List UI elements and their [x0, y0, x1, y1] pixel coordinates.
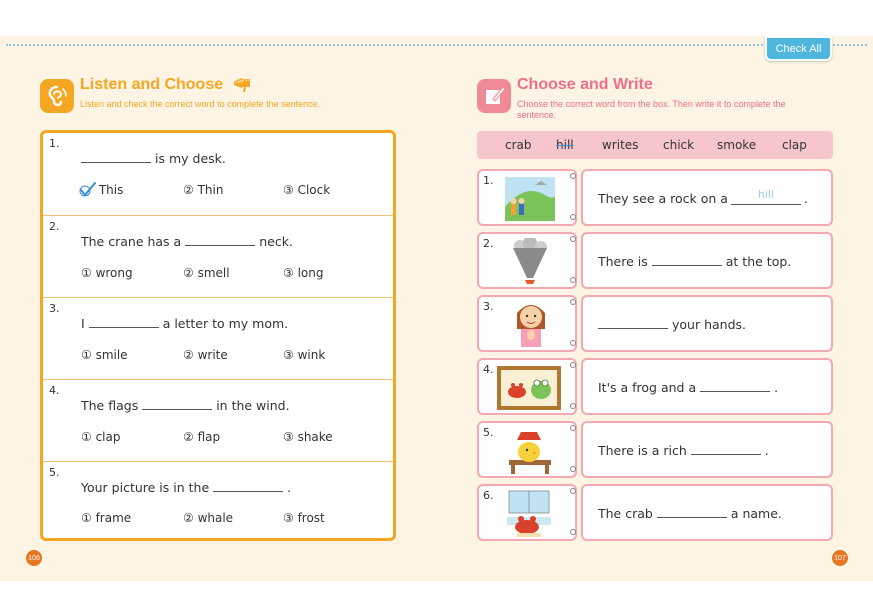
picture-card: [477, 421, 577, 478]
binder-ring-icon: [570, 466, 576, 472]
question-row: [43, 461, 393, 541]
sentence-text: a name.: [730, 506, 782, 521]
question-sentence: [81, 151, 226, 166]
option-1[interactable]: ① frame: [81, 511, 132, 525]
binder-ring-icon: [570, 214, 576, 220]
boy-and-girl-on-hill-image: [505, 177, 555, 225]
frog-and-crab-picture-image: [497, 366, 561, 414]
sentence-text: The flags: [81, 398, 139, 413]
question-number: 2.: [49, 220, 60, 233]
option-2[interactable]: ② Thin: [183, 183, 224, 197]
question-number: 5.: [49, 466, 60, 479]
binder-ring-icon: [570, 362, 576, 368]
question-sentence: [81, 398, 290, 413]
option-2[interactable]: ② smell: [183, 266, 230, 280]
option-3[interactable]: ③ Clock: [283, 183, 331, 197]
option-1[interactable]: ① clap: [81, 430, 121, 444]
binder-ring-icon: [570, 529, 576, 535]
sentence-text: at the top.: [725, 254, 792, 269]
page-number-left: 106: [26, 550, 42, 566]
pencil-paper-icon: [477, 79, 511, 113]
sentence-card: [581, 484, 833, 541]
question-sentence: [81, 234, 293, 249]
option-3[interactable]: ③ long: [283, 266, 324, 280]
word-writes: writes: [602, 138, 639, 152]
section-title-write: Choose and Write: [517, 76, 653, 93]
binder-ring-icon: [570, 425, 576, 431]
sentence-text: There is: [598, 254, 648, 269]
word-crab: crab: [505, 138, 532, 152]
sentence-text: neck.: [259, 234, 293, 249]
sentence-text: .: [764, 443, 769, 458]
track-badge-icon[interactable]: [232, 75, 254, 93]
section-subtitle-listen: Listen and check the correct word to complete the sentence.: [80, 99, 321, 109]
answer-blank[interactable]: [213, 480, 283, 492]
binder-ring-icon: [570, 488, 576, 494]
option-2[interactable]: ② flap: [183, 430, 221, 444]
answer-blank[interactable]: [598, 317, 668, 329]
crab-writing-image: [503, 489, 555, 543]
option-3[interactable]: ③ shake: [283, 430, 333, 444]
check-all-button[interactable]: Check All: [765, 36, 832, 61]
option-2[interactable]: ② whale: [183, 511, 234, 525]
sentence-text: Your picture is in the: [81, 480, 210, 495]
section-subtitle-write: Choose the correct word from the box. Then write it to complete the sentence.: [517, 99, 786, 120]
picture-card: [477, 484, 577, 541]
ear-icon: [40, 79, 74, 113]
question-row: [43, 133, 393, 215]
sentence-text: .: [774, 380, 779, 395]
binder-ring-icon: [570, 340, 576, 346]
question-number: 4.: [49, 384, 60, 397]
answer-blank[interactable]: [657, 506, 727, 518]
page-number-right: 107: [832, 550, 848, 566]
binder-ring-icon: [570, 277, 576, 283]
sentence-text: There is a rich: [598, 443, 687, 458]
sentence-card: [581, 232, 833, 289]
sentence: [598, 188, 808, 206]
sentence: [598, 443, 769, 458]
sentence-card: [581, 295, 833, 352]
sentence-text: The crane has a: [81, 234, 182, 249]
sentence: [598, 317, 746, 332]
sentence-text: The crab: [598, 506, 653, 521]
written-answer: hill: [757, 188, 774, 201]
sentence-text: in the wind.: [216, 398, 290, 413]
answer-blank[interactable]: [81, 151, 151, 163]
checkmark-icon: [81, 185, 95, 197]
sentence-text: is my desk.: [155, 151, 226, 166]
sentence-text: a letter to my mom.: [162, 316, 289, 331]
sentence-card: [581, 358, 833, 415]
picture-card: [477, 358, 577, 415]
binder-ring-icon: [570, 236, 576, 242]
item-number: 3.: [483, 300, 494, 313]
question-number: 1.: [49, 137, 60, 150]
question-row: [43, 297, 393, 379]
smoking-volcano-image: [505, 238, 555, 290]
chick-on-bench-image: [505, 426, 555, 480]
sentence-card: [581, 421, 833, 478]
answer-blank[interactable]: [89, 316, 159, 328]
option-3[interactable]: ③ wink: [283, 348, 326, 362]
sentence: [598, 254, 791, 269]
sentence-text: .: [803, 191, 808, 206]
section-title-listen: Listen and Choose: [80, 76, 224, 93]
item-number: 4.: [483, 363, 494, 376]
girl-clapping-image: [509, 299, 553, 353]
track-label: Track 41: [233, 76, 250, 85]
answer-blank[interactable]: [691, 443, 761, 455]
option-1[interactable]: [81, 183, 123, 197]
question-sentence: [81, 316, 288, 331]
picture-card: [477, 232, 577, 289]
listen-choose-panel: [40, 130, 396, 541]
answer-blank[interactable]: [700, 380, 770, 392]
binder-ring-icon: [570, 403, 576, 409]
item-number: 2.: [483, 237, 494, 250]
answer-blank[interactable]: [142, 398, 212, 410]
sentence-text: It's a frog and a: [598, 380, 697, 395]
answer-blank[interactable]: [652, 254, 722, 266]
sentence-text: I: [81, 316, 85, 331]
option-1[interactable]: ① smile: [81, 348, 128, 362]
sentence-text: They see a rock on a: [598, 191, 728, 206]
item-number: 6.: [483, 489, 494, 502]
sentence-text: .: [287, 480, 292, 495]
picture-card: [477, 169, 577, 226]
sentence: [598, 506, 782, 521]
item-number: 1.: [483, 174, 494, 187]
binder-ring-icon: [570, 299, 576, 305]
sentence-card: [581, 169, 833, 226]
option-3[interactable]: ③ frost: [283, 511, 325, 525]
question-number: 3.: [49, 302, 60, 315]
word-smoke: smoke: [717, 138, 757, 152]
sentence-text: your hands.: [672, 317, 747, 332]
question-row: [43, 215, 393, 297]
answer-blank[interactable]: [731, 188, 801, 205]
question-sentence: [81, 480, 291, 495]
sentence: [598, 380, 778, 395]
word-box: [477, 131, 833, 159]
binder-ring-icon: [570, 173, 576, 179]
option-1[interactable]: ① wrong: [81, 266, 133, 280]
word-hill: hill: [556, 138, 574, 152]
dotted-divider: [6, 44, 867, 46]
question-row: [43, 379, 393, 461]
option-2[interactable]: ② write: [183, 348, 228, 362]
word-clap: clap: [782, 138, 807, 152]
item-number: 5.: [483, 426, 494, 439]
option-text: This: [98, 183, 124, 197]
answer-blank[interactable]: [185, 234, 255, 246]
top-bar: [0, 0, 873, 36]
word-chick: chick: [663, 138, 695, 152]
picture-card: [477, 295, 577, 352]
